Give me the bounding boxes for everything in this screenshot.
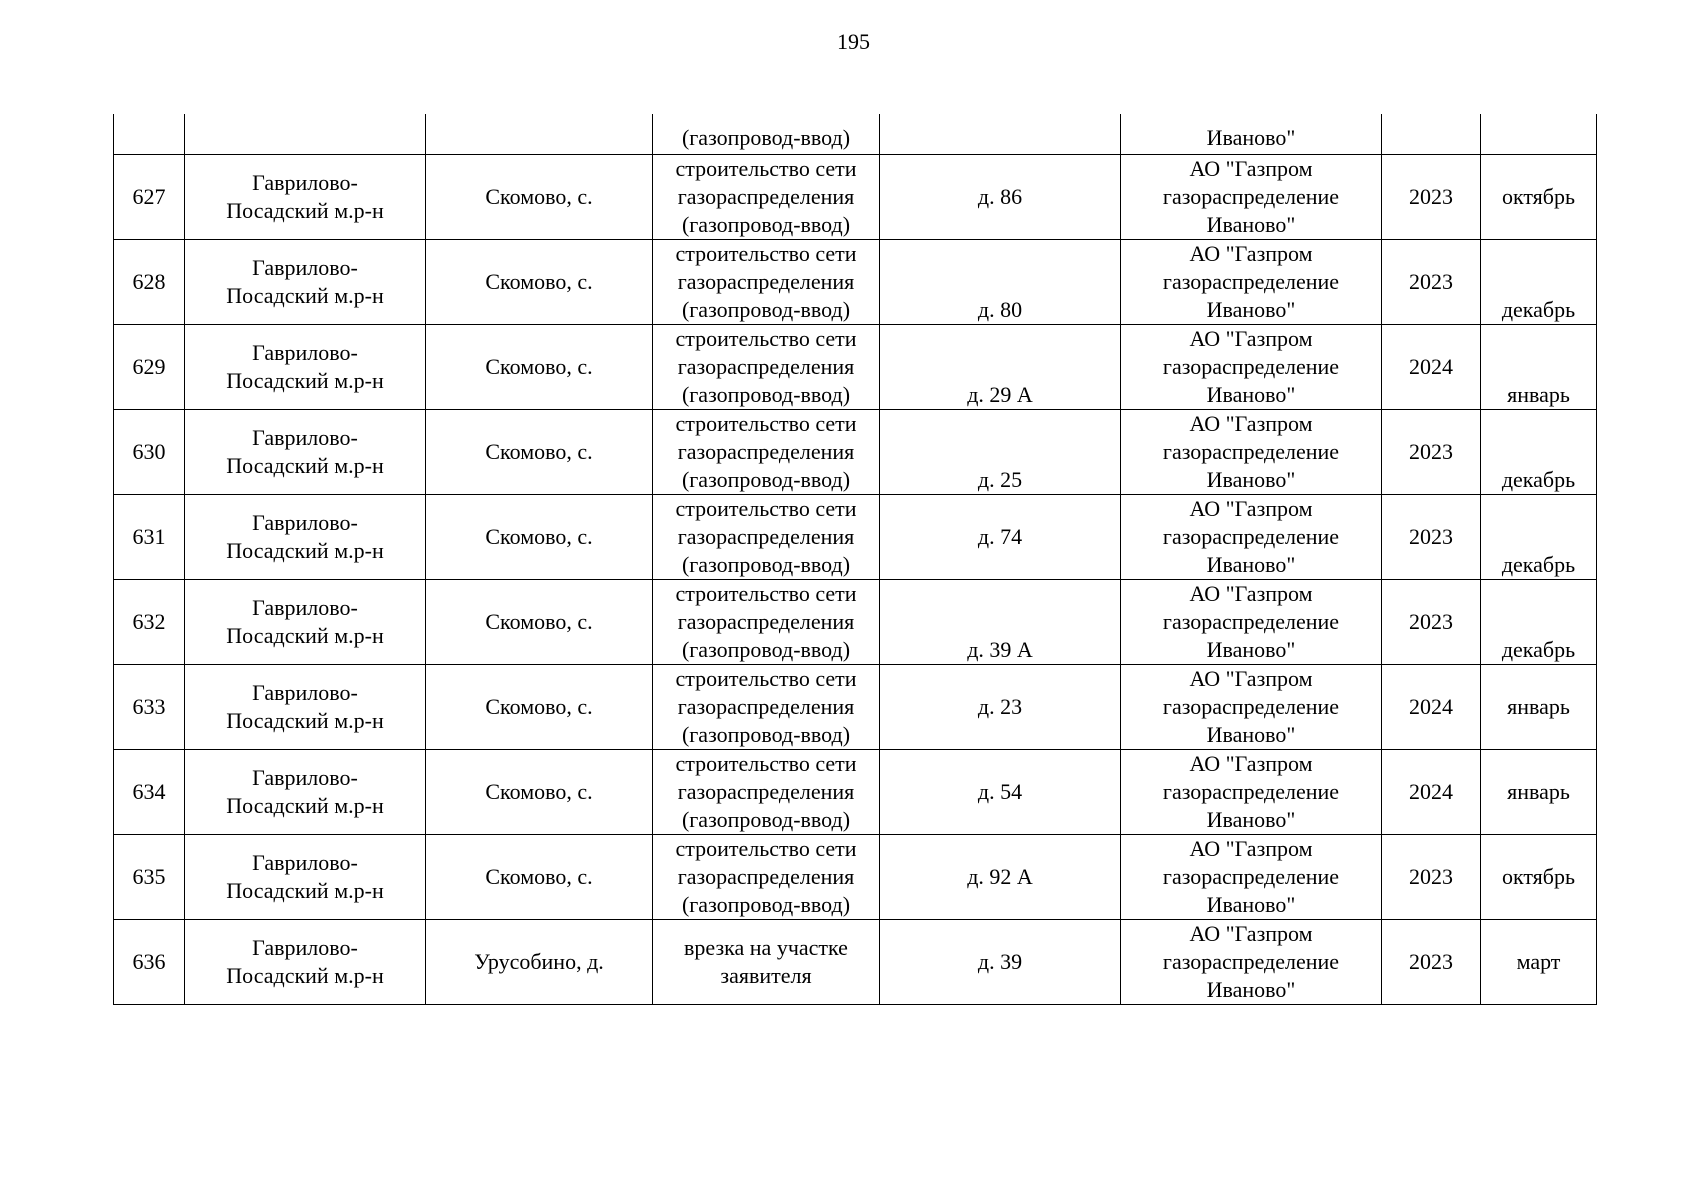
cell-num: 632 (114, 580, 185, 665)
cell-district: Гаврилово- Посадский м.р-н (185, 665, 426, 750)
table-row (114, 580, 1597, 665)
cell-work-type: строительство сети газораспределения (газопровод-ввод) (653, 835, 880, 920)
cell-num (114, 114, 185, 155)
cell-organization: АО "Газпром газораспределение Иваново" (1121, 920, 1382, 1005)
cell-month: декабрь (1481, 580, 1597, 665)
cell-settlement: Скомово, с. (426, 495, 653, 580)
table-row (114, 410, 1597, 495)
cell-month: январь (1481, 325, 1597, 410)
cell-year: 2023 (1382, 240, 1481, 325)
cell-month (1481, 114, 1597, 155)
cell-year: 2023 (1382, 920, 1481, 1005)
cell-work-type: строительство сети газораспределения (газопровод-ввод) (653, 495, 880, 580)
cell-work-type: строительство сети газораспределения (газопровод-ввод) (653, 580, 880, 665)
cell-num: 636 (114, 920, 185, 1005)
page-number: 195 (837, 29, 870, 54)
cell-settlement: Скомово, с. (426, 240, 653, 325)
cell-work-type: врезка на участке заявителя (653, 920, 880, 1005)
cell-organization: Иваново" (1121, 114, 1382, 155)
cell-district: Гаврилово- Посадский м.р-н (185, 495, 426, 580)
cell-num: 630 (114, 410, 185, 495)
cell-district: Гаврилово- Посадский м.р-н (185, 155, 426, 240)
cell-year: 2023 (1382, 835, 1481, 920)
cell-month: март (1481, 920, 1597, 1005)
cell-address: д. 23 (880, 665, 1121, 750)
cell-month: октябрь (1481, 155, 1597, 240)
cell-work-type: (газопровод-ввод) (653, 114, 880, 155)
cell-month: декабрь (1481, 240, 1597, 325)
cell-settlement: Скомово, с. (426, 580, 653, 665)
cell-year: 2023 (1382, 495, 1481, 580)
cell-work-type: строительство сети газораспределения (газопровод-ввод) (653, 410, 880, 495)
cell-month: декабрь (1481, 410, 1597, 495)
cell-settlement (426, 114, 653, 155)
cell-address: д. 74 (880, 495, 1121, 580)
cell-num: 629 (114, 325, 185, 410)
cell-settlement: Урусобино, д. (426, 920, 653, 1005)
cell-month: январь (1481, 750, 1597, 835)
cell-organization: АО "Газпром газораспределение Иваново" (1121, 580, 1382, 665)
cell-settlement: Скомово, с. (426, 665, 653, 750)
cell-year: 2024 (1382, 325, 1481, 410)
cell-month: октябрь (1481, 835, 1597, 920)
cell-num: 627 (114, 155, 185, 240)
cell-work-type: строительство сети газораспределения (газопровод-ввод) (653, 240, 880, 325)
table-body (114, 114, 1597, 1005)
cell-district: Гаврилово- Посадский м.р-н (185, 920, 426, 1005)
cell-settlement: Скомово, с. (426, 750, 653, 835)
cell-year: 2023 (1382, 580, 1481, 665)
table-row (114, 240, 1597, 325)
cell-address: д. 39 (880, 920, 1121, 1005)
cell-address: д. 92 А (880, 835, 1121, 920)
table-row (114, 665, 1597, 750)
table-row (114, 495, 1597, 580)
cell-year (1382, 114, 1481, 155)
cell-organization: АО "Газпром газораспределение Иваново" (1121, 835, 1382, 920)
cell-address: д. 25 (880, 410, 1121, 495)
cell-district: Гаврилово- Посадский м.р-н (185, 325, 426, 410)
table-row (114, 750, 1597, 835)
cell-month: январь (1481, 665, 1597, 750)
cell-address: д. 29 А (880, 325, 1121, 410)
cell-num: 634 (114, 750, 185, 835)
cell-num: 635 (114, 835, 185, 920)
cell-district (185, 114, 426, 155)
cell-settlement: Скомово, с. (426, 155, 653, 240)
cell-address: д. 86 (880, 155, 1121, 240)
cell-num: 631 (114, 495, 185, 580)
cell-organization: АО "Газпром газораспределение Иваново" (1121, 155, 1382, 240)
cell-work-type: строительство сети газораспределения (газопровод-ввод) (653, 750, 880, 835)
cell-organization: АО "Газпром газораспределение Иваново" (1121, 750, 1382, 835)
cell-organization: АО "Газпром газораспределение Иваново" (1121, 240, 1382, 325)
cell-organization: АО "Газпром газораспределение Иваново" (1121, 325, 1382, 410)
table-row (114, 835, 1597, 920)
cell-district: Гаврилово- Посадский м.р-н (185, 240, 426, 325)
cell-address: д. 54 (880, 750, 1121, 835)
table-row (114, 325, 1597, 410)
cell-work-type: строительство сети газораспределения (газопровод-ввод) (653, 155, 880, 240)
cell-month: декабрь (1481, 495, 1597, 580)
cell-work-type: строительство сети газораспределения (газопровод-ввод) (653, 325, 880, 410)
cell-district: Гаврилово- Посадский м.р-н (185, 750, 426, 835)
cell-work-type: строительство сети газораспределения (газопровод-ввод) (653, 665, 880, 750)
table-row (114, 920, 1597, 1005)
cell-organization: АО "Газпром газораспределение Иваново" (1121, 665, 1382, 750)
cell-settlement: Скомово, с. (426, 410, 653, 495)
cell-settlement: Скомово, с. (426, 325, 653, 410)
table-row (114, 155, 1597, 240)
cell-num: 628 (114, 240, 185, 325)
gasification-table (113, 114, 1597, 1005)
cell-district: Гаврилово- Посадский м.р-н (185, 580, 426, 665)
cell-num: 633 (114, 665, 185, 750)
cell-organization: АО "Газпром газораспределение Иваново" (1121, 410, 1382, 495)
continuation-row (114, 114, 1597, 155)
cell-organization: АО "Газпром газораспределение Иваново" (1121, 495, 1382, 580)
cell-address (880, 114, 1121, 155)
cell-year: 2024 (1382, 750, 1481, 835)
cell-settlement: Скомово, с. (426, 835, 653, 920)
cell-year: 2023 (1382, 410, 1481, 495)
cell-year: 2023 (1382, 155, 1481, 240)
cell-address: д. 80 (880, 240, 1121, 325)
cell-address: д. 39 А (880, 580, 1121, 665)
cell-district: Гаврилово- Посадский м.р-н (185, 410, 426, 495)
cell-year: 2024 (1382, 665, 1481, 750)
cell-district: Гаврилово- Посадский м.р-н (185, 835, 426, 920)
